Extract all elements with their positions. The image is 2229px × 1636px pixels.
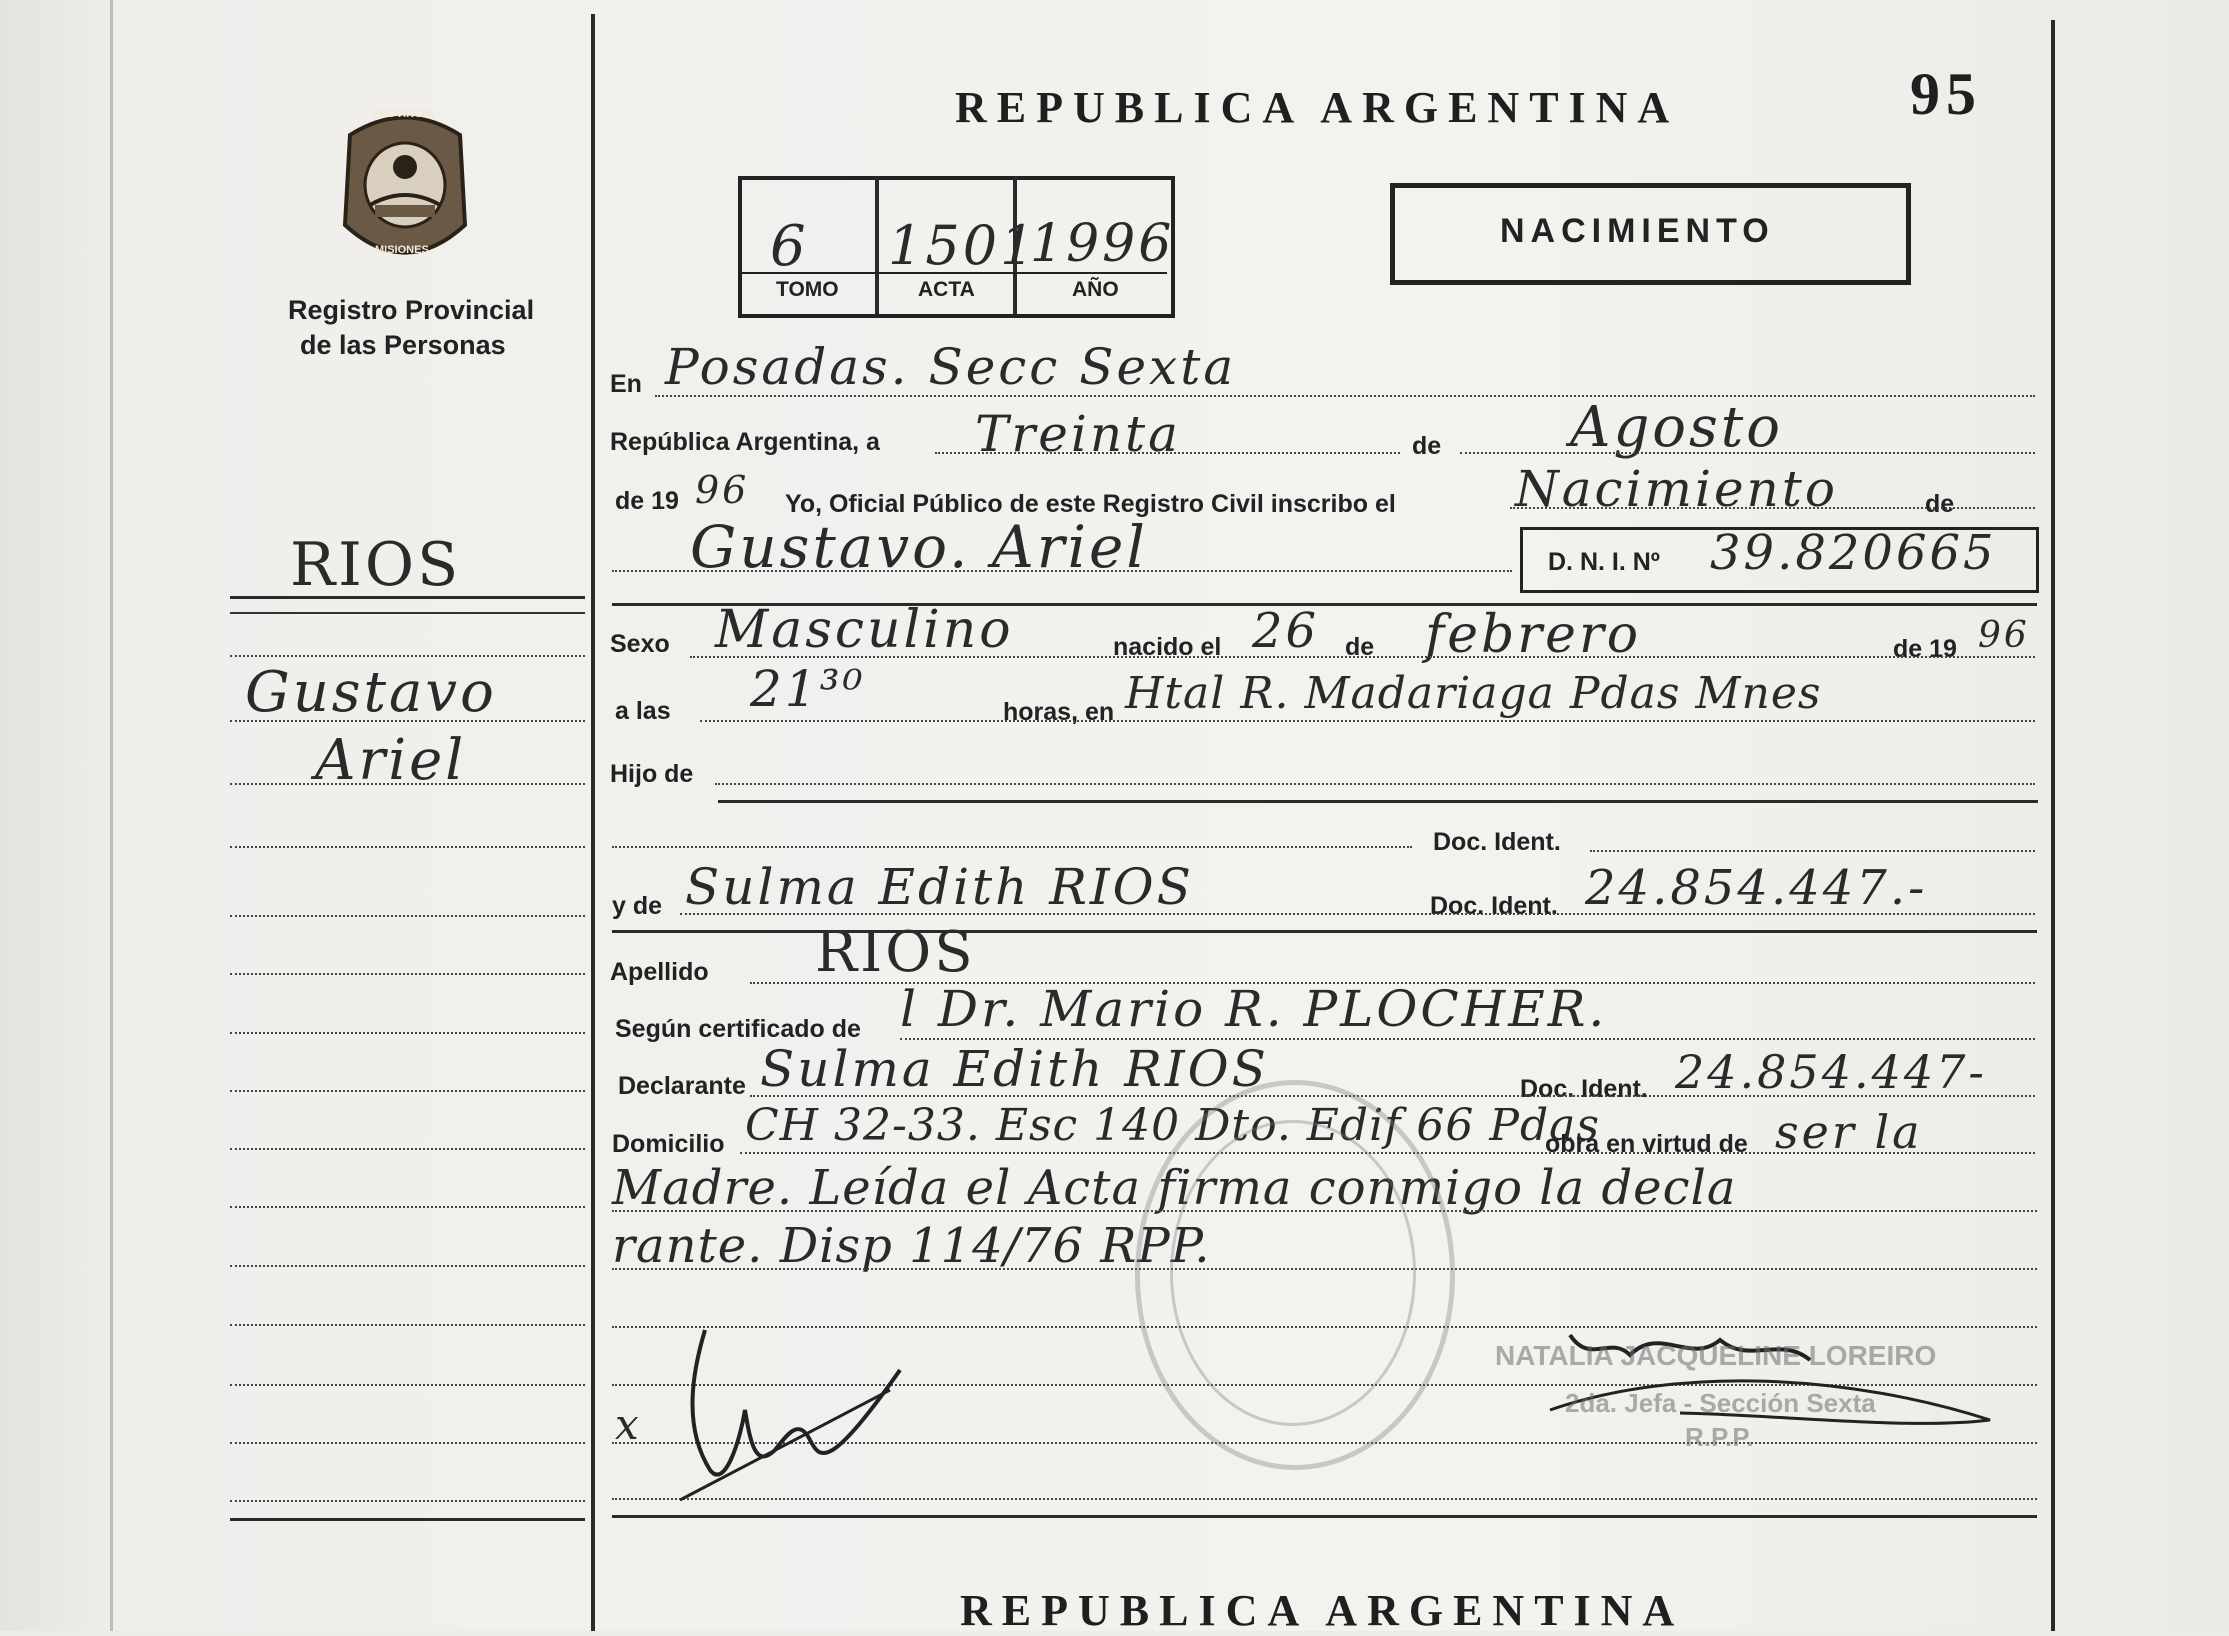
left-binding-edge xyxy=(110,0,113,1631)
obra-value: ser la xyxy=(1775,1105,1923,1159)
horas-label: horas, en xyxy=(1003,698,1115,726)
ano-label: AÑO xyxy=(1072,278,1119,301)
en-label: En xyxy=(610,370,642,398)
en-value: Posadas. Secc Sexta xyxy=(665,338,1237,396)
birth-year: 96 xyxy=(1978,615,2030,656)
republica-label: República Argentina, a xyxy=(610,428,880,456)
sexo-label: Sexo xyxy=(610,630,670,658)
country-title: REPUBLICA ARGENTINA xyxy=(955,83,1680,132)
apellido-value: RIOS xyxy=(815,920,976,985)
doc-ident-label-1: Doc. Ident. xyxy=(1433,828,1561,856)
y-de-label: y de xyxy=(612,892,663,920)
doc-ident-label-2: Doc. Ident. xyxy=(1430,892,1558,920)
sexo-value: Masculino xyxy=(715,600,1014,660)
nacido-label: nacido el xyxy=(1113,633,1222,661)
official-name: NATALIA JACQUELINE LOREIRO xyxy=(1495,1340,1937,1371)
form-bottom-rule xyxy=(612,1515,2037,1518)
margin-dotline xyxy=(230,1090,585,1092)
declarant-mark: x xyxy=(615,1400,642,1449)
margin-dotline xyxy=(230,1206,585,1208)
act-value: Nacimiento xyxy=(1515,460,1838,518)
margin-bottom-rule xyxy=(230,1518,585,1521)
registry-name-line1: Registro Provincial xyxy=(288,295,535,325)
row-dotline xyxy=(612,846,1412,848)
margin-dotline xyxy=(230,1032,585,1034)
month-value: Agosto xyxy=(1570,395,1783,460)
divider-line xyxy=(591,14,595,1631)
margin-dotline xyxy=(230,783,585,785)
row-dotline xyxy=(1590,850,2035,852)
official-org: R.P.P. xyxy=(1685,1422,1754,1452)
row-rule xyxy=(718,800,2038,803)
de-label-2: de xyxy=(1925,490,1955,518)
margin-dotline xyxy=(230,1324,585,1326)
official-seal-stamp-inner xyxy=(1170,1120,1416,1426)
row-dotline xyxy=(1510,507,2035,509)
row-dotline xyxy=(750,1095,2035,1097)
tomo-label: TOMO xyxy=(776,278,839,301)
row-dotline xyxy=(1460,452,2035,454)
domicilio-value: CH 32-33. Esc 140 Dto. Edif 66 Pdas xyxy=(745,1100,1600,1151)
row-dotline xyxy=(935,452,1400,454)
note-line-1: Madre. Leída el Acta firma conmigo la decla xyxy=(612,1160,1737,1216)
row-dotline xyxy=(612,570,1512,572)
birth-place: Htal R. Madariaga Pdas Mnes xyxy=(1125,668,1822,719)
day-value: Treinta xyxy=(975,405,1181,463)
margin-rule-1 xyxy=(230,596,585,599)
official-title: 2da. Jefa - Sección Sexta xyxy=(1565,1388,1876,1418)
doc-ident-label-3: Doc. Ident. xyxy=(1520,1075,1648,1103)
certificado-label: Según certificado de xyxy=(615,1015,861,1043)
dni-value: 39.820665 xyxy=(1710,525,1997,581)
mother-doc: 24.854.447.- xyxy=(1585,860,1928,916)
margin-dotline xyxy=(230,720,585,722)
ano-value: 1996 xyxy=(1030,214,1175,274)
hijo-label: Hijo de xyxy=(610,760,694,788)
mother-name: Sulma Edith RIOS xyxy=(685,858,1194,916)
inscribo-label: Yo, Oficial Público de este Registro Civil inscribo el xyxy=(785,490,1396,518)
margin-dotline xyxy=(230,1384,585,1386)
person-name: Gustavo. Ariel xyxy=(690,513,1148,581)
de-label-3: de xyxy=(1345,633,1375,661)
year-value: 96 xyxy=(695,468,750,512)
margin-surname: RIOS xyxy=(290,530,462,600)
declarante-doc: 24.854.447- xyxy=(1675,1045,1987,1099)
row-dotline xyxy=(690,656,2035,658)
declarante-value: Sulma Edith RIOS xyxy=(760,1040,1269,1098)
record-type: NACIMIENTO xyxy=(1500,212,1775,250)
declarante-label: Declarante xyxy=(618,1072,746,1100)
certificado-value: l Dr. Mario R. PLOCHER. xyxy=(900,980,1608,1038)
margin-dotline xyxy=(230,1148,585,1150)
row-dotline xyxy=(700,720,2035,722)
logo-text-top: PROVINCIA xyxy=(372,108,434,120)
de-label: de xyxy=(1412,432,1442,460)
birth-year-label: de 19 xyxy=(1893,635,1957,663)
registry-name-line2: de las Personas xyxy=(300,330,506,360)
margin-dotline xyxy=(230,1500,585,1502)
margin-given-name-2: Ariel xyxy=(315,728,467,793)
logo-text-bottom: MISIONES xyxy=(375,244,429,256)
margin-dotline xyxy=(230,973,585,975)
margin-dotline xyxy=(230,915,585,917)
obra-label: obra en virtud de xyxy=(1545,1130,1748,1158)
birth-time: 21³⁰ xyxy=(750,660,866,718)
next-record-title: REPUBLICA ARGENTINA xyxy=(960,1586,1685,1635)
birth-month: febrero xyxy=(1425,605,1642,665)
margin-dotline xyxy=(230,1442,585,1444)
margin-rule-2 xyxy=(230,612,585,614)
row-dotline xyxy=(715,783,2035,785)
margin-given-name-1: Gustavo xyxy=(245,660,497,725)
record-id-divider-1 xyxy=(875,176,879,314)
tomo-value: 6 xyxy=(770,214,809,279)
row-dotline xyxy=(680,913,2035,915)
margin-dotline xyxy=(230,1265,585,1267)
acta-label: ACTA xyxy=(918,278,975,301)
margin-dotline xyxy=(230,846,585,848)
margin-dotline xyxy=(230,655,585,657)
domicilio-label: Domicilio xyxy=(612,1130,725,1158)
dni-label: D. N. I. Nº xyxy=(1548,548,1660,576)
apellido-label: Apellido xyxy=(610,958,709,986)
acta-value: 1501 xyxy=(888,214,1038,277)
row-dotline xyxy=(655,395,2035,397)
a-las-label: a las xyxy=(615,697,671,725)
right-border-line xyxy=(2051,20,2055,1631)
year-prefix-label: de 19 xyxy=(615,487,679,515)
page-number: 95 xyxy=(1910,61,1982,127)
birth-day: 26 xyxy=(1252,603,1320,659)
official-signature xyxy=(1530,1295,2010,1455)
declarant-signature xyxy=(650,1320,910,1510)
note-line-2: rante. Disp 114/76 RPP. xyxy=(612,1218,1211,1274)
